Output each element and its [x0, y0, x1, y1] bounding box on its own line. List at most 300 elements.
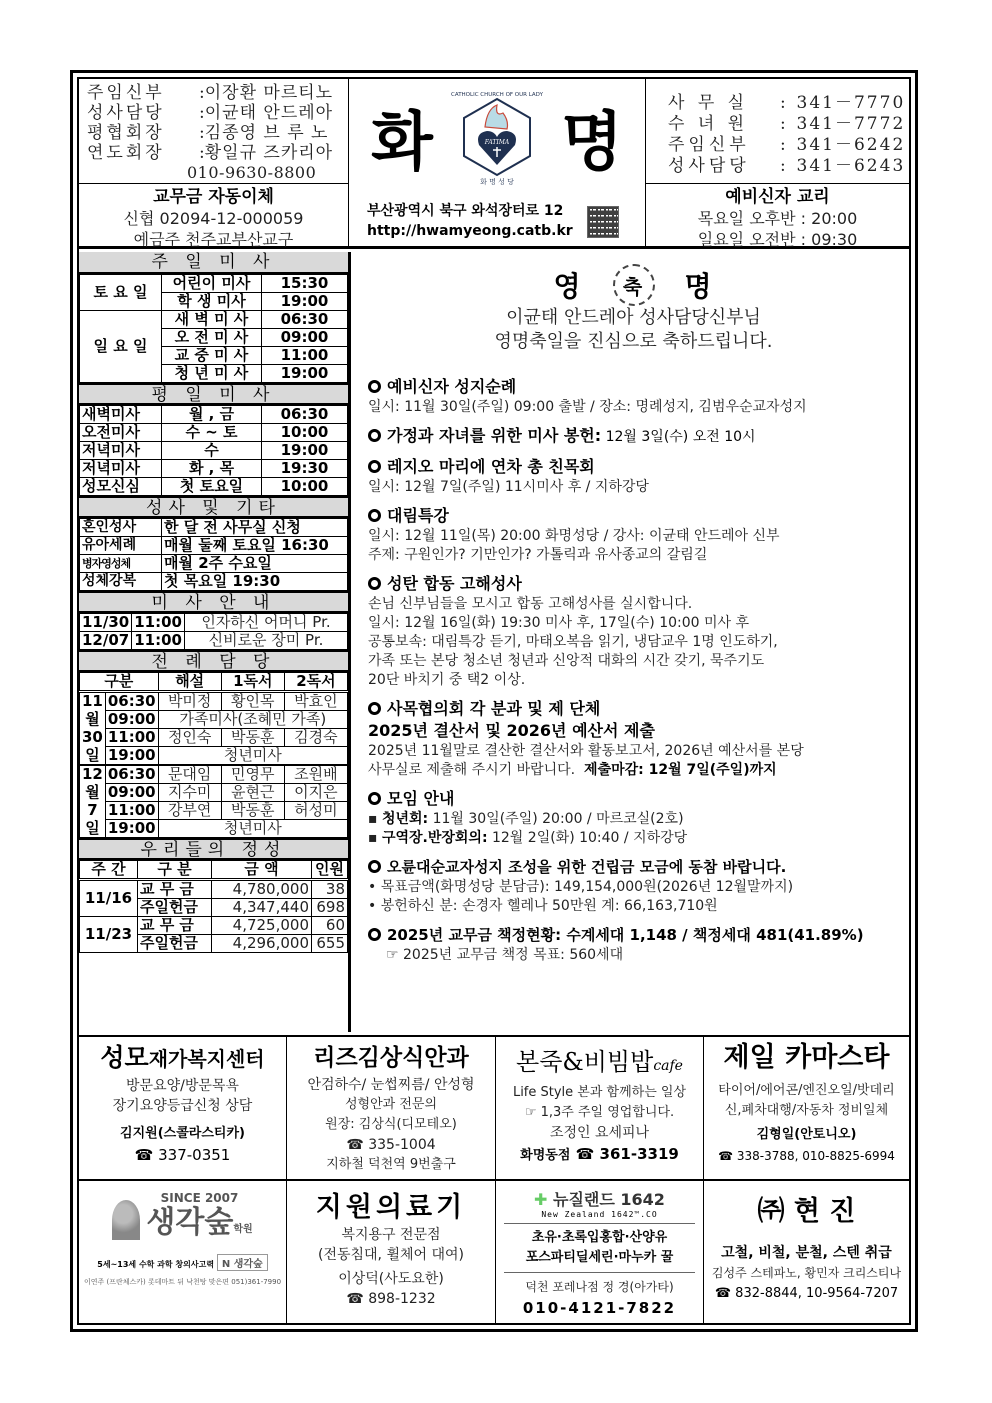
table-row — [80, 917, 348, 935]
ad-car-master — [704, 1037, 909, 1181]
colon: : — [199, 103, 205, 123]
reader-1: 윤현근 — [221, 784, 284, 802]
mass-name: 학 생 미사 — [162, 293, 262, 311]
notice-text: 20단 바치기 중 택2 이상. — [368, 672, 526, 688]
col-header: 인원 — [312, 861, 348, 880]
title-left: 화 — [371, 106, 433, 180]
liturgy-heading: 전 례 담 당 — [79, 650, 348, 672]
sunday-mass-table — [79, 274, 348, 383]
offering-type: 교 무 금 — [138, 880, 212, 899]
table-row — [80, 880, 348, 899]
offering-amount: 4,347,440 — [212, 899, 312, 917]
ad-name: 본죽&비빔밥 — [516, 1048, 654, 1076]
ad-product: 포스파티딜세린·마누카 꿀 — [525, 1250, 674, 1265]
ads-grid — [79, 1035, 909, 1323]
mass-days: 첫 토요일 — [162, 478, 262, 496]
meeting-label: 청년회: — [381, 811, 429, 827]
notice-text: 가족 또는 본당 청소년 청년과 신앙적 대화의 시간 갖기, 묵주기도 — [368, 653, 765, 669]
sacrament-name: 병자영성체 — [80, 555, 162, 573]
ad-footer: 이연주 (프란체스카) 롯데마트 뒤 낙천탕 맞은편 051)361-7990 — [83, 1278, 282, 1286]
bulletin-frame — [70, 70, 918, 1332]
colon: : — [780, 114, 797, 134]
staff-row — [87, 143, 348, 163]
bullseye-icon — [368, 429, 381, 442]
col-header: 주 간 — [80, 861, 138, 880]
deadline-text: 제출마감: 12월 7일(주일)까지 — [584, 762, 777, 778]
cross-icon: ✚ — [534, 1190, 548, 1209]
phone-row — [668, 93, 909, 114]
feast-char: 명 — [684, 270, 714, 303]
notice-title: 대림특강 — [387, 506, 449, 525]
mass-days: 월 , 금 — [162, 406, 262, 424]
mass-type: 새벽미사 — [80, 406, 162, 424]
ad-tagline: 5세~13세 수학 과학 창의사고력 — [97, 1260, 215, 1269]
slot-time: 09:00 — [105, 784, 158, 802]
staff-name: 김종영 브 루 노 — [204, 123, 329, 143]
ad-name: 제일 카마스타 — [723, 1042, 890, 1073]
notice-pointer: ☞ 2025년 교무금 책정 목표: 560세대 — [386, 947, 624, 963]
mass-days: 화 , 목 — [162, 460, 262, 478]
staff-name: 황일규 즈카리아 — [204, 143, 334, 163]
staff-role: 주임신부 — [87, 83, 165, 103]
qr-code-icon[interactable] — [587, 206, 619, 238]
table-row — [80, 406, 348, 424]
mass-name: 오 전 미 사 — [162, 329, 262, 347]
mass-time: 15:30 — [262, 275, 348, 293]
date-part: 12 — [80, 765, 106, 784]
mass-name: 새 벽 미 사 — [162, 311, 262, 329]
offering-amount: 4,725,000 — [212, 917, 312, 935]
mass-time: 19:00 — [262, 365, 348, 383]
sacraments-heading: 성사 및 기타 — [79, 496, 348, 518]
ad-line: ☞ 1,3주 주일 영업합니다. — [524, 1105, 675, 1120]
guide-date: 11/30 — [80, 614, 132, 632]
commentator: 강부연 — [158, 802, 221, 820]
colon: : — [780, 156, 797, 176]
ad-phone: ☎ 338-3788, 010-8825-6994 — [718, 1149, 895, 1163]
col-header: 구분 — [80, 673, 159, 692]
meeting-text: 11월 30일(주일) 20:00 / 마르코실(2호) — [428, 811, 684, 827]
svg-text:화 명 성 당: 화 명 성 당 — [480, 178, 514, 186]
church-logo-icon — [447, 87, 547, 187]
offering-type: 교 무 금 — [138, 917, 212, 935]
ad-phone: ☎ 337-0351 — [134, 1146, 231, 1164]
notice-title: 모임 안내 — [387, 789, 455, 808]
mass-time: 10:00 — [262, 424, 348, 442]
table-row — [80, 424, 348, 442]
mass-time: 11:00 — [262, 347, 348, 365]
search-box: N 생각숲 — [217, 1254, 268, 1271]
mass-type: 성모신심 — [80, 478, 162, 496]
feast-char: 영 — [553, 270, 583, 303]
title-right: 명 — [561, 106, 623, 180]
notice-text: 12월 3일(수) 오전 10시 — [601, 429, 756, 445]
offerings-table — [79, 860, 348, 953]
phone-number: 341－6242 — [796, 135, 906, 155]
notice-text: 2025년 11월말로 결산한 결산서와 활동보고서, 2026년 예산서를 본당 — [368, 743, 804, 759]
mass-time: 06:30 — [262, 311, 348, 329]
ad-new-zealand — [496, 1181, 704, 1323]
notice-advent-lecture — [368, 505, 899, 565]
ad-contact: 이상덕(사도요한) — [338, 1271, 444, 1287]
laurel-wreath-icon — [613, 264, 655, 306]
table-row — [80, 478, 348, 496]
commentator: 정인숙 — [158, 729, 221, 747]
ad-phone: ☎ 898-1232 — [346, 1291, 436, 1307]
ad-academy — [79, 1181, 287, 1323]
bullseye-icon — [368, 380, 381, 393]
weekday-mass-heading: 평 일 미 사 — [79, 383, 348, 405]
mass-time: 19:30 — [262, 460, 348, 478]
reader-2: 조원배 — [284, 765, 347, 784]
guide-praesidium: 인자하신 어머니 Pr. — [184, 614, 347, 632]
day-label: 토 요 일 — [80, 275, 162, 311]
col-header: 해설 — [158, 673, 221, 692]
ad-name: 성모 — [100, 1043, 149, 1072]
ad-line: 성형안과 전문의 — [344, 1097, 438, 1112]
date-part: 월 — [80, 784, 106, 802]
table-row — [80, 537, 348, 555]
staff-role: 연도회장 — [87, 143, 165, 163]
notice-meetings — [368, 788, 899, 848]
guide-praesidium: 신비로운 장미 Pr. — [184, 632, 347, 650]
mass-guide-heading: 미 사 안 내 — [79, 591, 348, 613]
mass-name: 청 년 미 사 — [162, 365, 262, 383]
staff-role: 평협회장 — [87, 123, 165, 143]
offering-count: 698 — [312, 899, 348, 917]
notice-text: 주제: 구원인가? 기만인가? 가톨릭과 유사종교의 갈림길 — [368, 547, 708, 563]
table-header-row — [80, 861, 348, 880]
offering-count: 38 — [312, 880, 348, 899]
notice-budget — [368, 698, 899, 780]
phone-label: 수 녀 원 — [668, 114, 749, 134]
merged-assignment: 청년미사 — [158, 820, 347, 838]
ad-line: 신,폐차대행/자동차 정비일체 — [724, 1103, 889, 1118]
date-part: 월 — [80, 711, 106, 729]
offering-amount: 4,296,000 — [212, 935, 312, 953]
table-row — [80, 573, 348, 591]
ad-care-center — [79, 1037, 287, 1181]
slot-time: 06:30 — [105, 765, 158, 784]
notice-text: 일시: 11월 30일(주일) 09:00 출발 / 장소: 명례성지, 김범우순교자성지 — [368, 399, 807, 415]
notice-bullet: • 봉헌하신 분: 손경자 헬레나 50만원 계: 66,163,710원 — [368, 897, 899, 916]
staff-panel — [79, 79, 349, 249]
title-row — [349, 87, 645, 187]
mass-time: 06:30 — [262, 406, 348, 424]
liturgy-table — [79, 672, 348, 838]
notice-title: 가정과 자녀를 위한 미사 봉헌: — [387, 426, 602, 445]
weekday-mass-table — [79, 405, 348, 496]
svg-text:CATHOLIC CHURCH OF OUR LADY: CATHOLIC CHURCH OF OUR LADY — [451, 92, 543, 98]
mass-name: 어린이 미사 — [162, 275, 262, 293]
ad-name: 생각숲 — [146, 1205, 234, 1240]
contact-panel — [645, 79, 909, 249]
table-row — [80, 802, 348, 820]
reader-1: 박동훈 — [221, 729, 284, 747]
meeting-label: 구역장.반장회의: — [381, 830, 488, 846]
date-part: 일 — [80, 747, 106, 766]
phone-row — [668, 135, 909, 156]
merged-assignment: 청년미사 — [158, 747, 347, 766]
commentator: 지수미 — [158, 784, 221, 802]
offering-type: 주일헌금 — [138, 899, 212, 917]
ad-line: 고철, 비철, 분철, 스텐 취급 — [721, 1245, 892, 1261]
slot-time: 09:00 — [105, 711, 158, 729]
table-row — [80, 519, 348, 537]
autopay-account: 신협 02094-12-000059 — [123, 209, 304, 228]
catechumen-line: 일요일 오전반 : 09:30 — [697, 230, 858, 249]
col-header: 1독서 — [221, 673, 284, 692]
notice-text: 일시: 12월 11일(목) 20:00 화명성당 / 강사: 이균태 안드레아 신부 — [368, 528, 780, 544]
ad-contact: 덕천 포레나점 정 경(아가타) — [525, 1280, 674, 1294]
autopay-holder: 예금주 천주교부산교구 — [133, 230, 294, 249]
notice-family-mass — [368, 425, 899, 448]
reader-2: 이지은 — [284, 784, 347, 802]
ad-phone: ☎ 832-8844, 10-9564-7207 — [714, 1286, 899, 1301]
offering-count: 60 — [312, 917, 348, 935]
ad-line: 장기요양등급신청 상담 — [112, 1098, 253, 1114]
masthead — [79, 79, 909, 249]
reader-1: 민영무 — [221, 765, 284, 784]
notice-bullet: • 목표금액(화명성당 분담금): 149,154,000원(2026년 12월말까지) — [368, 878, 899, 897]
church-address: 부산광역시 북구 와석장터로 12 — [367, 203, 564, 219]
colon: : — [199, 123, 205, 143]
sacraments-table — [79, 518, 348, 591]
offering-count: 655 — [312, 935, 348, 953]
bullseye-icon — [368, 928, 381, 941]
bullseye-icon — [368, 860, 381, 873]
reader-1: 박동훈 — [221, 802, 284, 820]
slot-time: 11:00 — [105, 802, 158, 820]
notice-title: 2025년 교무금 책정현황: 수계세대 1,148 / 책정세대 481(41.89%) — [387, 926, 864, 944]
mass-time: 19:00 — [262, 442, 348, 460]
notice-pilgrimage — [368, 376, 899, 417]
col-header: 구 분 — [138, 861, 212, 880]
mass-time: 10:00 — [262, 478, 348, 496]
notice-text: 손님 신부님들을 모시고 합동 고해성사를 실시합니다. — [368, 596, 693, 612]
mass-type: 오전미사 — [80, 424, 162, 442]
ad-contact: 김지원(스콜라스티카) — [120, 1126, 245, 1141]
ad-name-rest: 재가복지센터 — [148, 1047, 265, 1071]
sacrament-info: 첫 목요일 19:30 — [162, 573, 348, 591]
table-row — [80, 555, 348, 573]
ad-name: 리즈김상식안과 — [313, 1045, 469, 1071]
mass-time: 19:00 — [262, 293, 348, 311]
phone-number: 341－7770 — [796, 93, 906, 113]
week-label: 11/16 — [80, 880, 138, 917]
feast-message: 이균태 안드레아 성사담당신부님 — [506, 307, 761, 328]
title-panel — [349, 79, 645, 246]
table-row — [80, 614, 348, 632]
staff-role: 성사담당 — [87, 103, 165, 123]
col-header: 금 액 — [212, 861, 312, 880]
table-row — [80, 442, 348, 460]
merged-assignment: 가족미사(조혜민 가족) — [158, 711, 347, 729]
mass-days: 수 ~ 토 — [162, 424, 262, 442]
reader-2: 김경숙 — [284, 729, 347, 747]
phone-label: 주임신부 — [668, 135, 750, 155]
commentator: 박미정 — [158, 692, 221, 711]
ad-line: (전동침대, 휠체어 대여) — [318, 1247, 464, 1263]
slot-time: 11:00 — [105, 729, 158, 747]
catechumen-title: 예비신자 교리 — [725, 187, 830, 207]
colon: : — [780, 135, 797, 155]
notice-text: 일시: 12월 7일(주일) 11시미사 후 / 지하강당 — [368, 479, 649, 495]
sacrament-name: 성체강복 — [80, 573, 162, 591]
reader-1: 황인목 — [221, 692, 284, 711]
commentator: 문대임 — [158, 765, 221, 784]
mass-guide-table — [79, 613, 348, 650]
guide-time: 11:00 — [132, 614, 185, 632]
notices-column — [354, 252, 909, 1032]
offering-amount: 4,780,000 — [212, 880, 312, 899]
offerings-heading: 우리들의 정성 — [79, 838, 348, 860]
ad-product: 초유·초록입홍합·산양유 — [531, 1230, 668, 1245]
guide-time: 11:00 — [132, 632, 185, 650]
ad-line: Life Style 본과 함께하는 일상 — [512, 1085, 687, 1100]
col-header: 2독서 — [284, 673, 347, 692]
colon: : — [199, 83, 205, 103]
staff-name: 이장환 마르티노 — [204, 83, 334, 103]
table-row — [80, 460, 348, 478]
bullseye-icon — [368, 460, 381, 473]
notice-title: 레지오 마리에 연차 총 친목회 — [387, 457, 595, 476]
mass-time: 09:00 — [262, 329, 348, 347]
colon: : — [199, 143, 205, 163]
notice-title: 예비신자 성지순례 — [387, 377, 517, 396]
bullseye-icon — [368, 509, 381, 522]
svg-text:FATIMA: FATIMA — [484, 139, 510, 146]
ad-line: 원장: 김상식(디모테오) — [325, 1117, 457, 1132]
bulletin-page — [77, 77, 911, 1325]
mass-name: 교 중 미 사 — [162, 347, 262, 365]
bullseye-icon — [368, 792, 381, 805]
table-row — [80, 820, 348, 838]
sacrament-info: 한 달 전 사무실 신청 — [162, 519, 348, 537]
ad-line: 안검하수/ 눈썹찌름/ 안성형 — [307, 1077, 475, 1093]
slot-time: 19:00 — [105, 747, 158, 766]
date-part: 11 — [80, 692, 106, 711]
ad-name: ㈜ 현 진 — [757, 1196, 856, 1227]
phone-label: 성사담당 — [668, 156, 750, 176]
ad-line: 타이어/에어콘/엔진오일/밧데리 — [718, 1083, 895, 1098]
notice-legio — [368, 456, 899, 497]
reader-2: 박효인 — [284, 692, 347, 711]
offering-type: 주일헌금 — [138, 935, 212, 953]
notice-text: 공통보속: 대림특강 듣기, 마태오복음 읽기, 냉담교우 1명 인도하기, — [368, 634, 778, 650]
date-part: 일 — [80, 820, 106, 838]
ad-phone: 010-4121-7822 — [522, 1299, 677, 1317]
ad-line: 방문요양/방문목욕 — [126, 1078, 239, 1094]
ad-medical-supply — [287, 1181, 496, 1323]
ad-line: 지하철 덕천역 9번출구 — [326, 1157, 456, 1172]
ad-hyunjin — [704, 1181, 909, 1323]
day-label: 일 요 일 — [80, 311, 162, 383]
notice-title: 사목협의회 각 분과 및 제 단체 — [387, 699, 601, 718]
church-url[interactable]: http://hwamyeong.catb.kr — [367, 223, 573, 239]
notice-subtitle: 2025년 결산서 및 2026년 예산서 제출 — [368, 721, 655, 740]
ad-branch: 화명동점 — [520, 1148, 571, 1163]
staff-row — [87, 103, 348, 123]
ad-phone: ☎ 361-3319 — [575, 1145, 679, 1163]
notice-text: 일시: 12월 16일(화) 19:30 미사 후, 17일(수) 10:00 미사 후 — [368, 615, 750, 631]
sacrament-info: 매월 2주 수요일 — [162, 555, 348, 573]
ad-eye-clinic — [287, 1037, 496, 1181]
divider — [504, 1272, 695, 1273]
notice-text: 사무실로 제출해 주시기 바랍니다. — [368, 762, 576, 778]
ad-name-suffix: 학원 — [233, 1224, 253, 1235]
staff-list — [79, 79, 348, 184]
sunday-mass-heading: 주 일 미 사 — [79, 252, 348, 274]
slot-time: 19:00 — [105, 820, 158, 838]
staff-name: 이균태 안드레아 — [204, 103, 334, 123]
sacrament-info: 매월 둘째 토요일 16:30 — [162, 537, 348, 555]
table-row — [80, 311, 348, 329]
phone-row — [668, 114, 909, 135]
sacrament-name: 유아세례 — [80, 537, 162, 555]
feast-message: 영명축일을 진심으로 축하드립니다. — [494, 331, 773, 352]
phone-row — [668, 156, 909, 177]
ad-name: 뉴질랜드 1642 — [553, 1190, 665, 1209]
phone-label: 사 무 실 — [668, 93, 749, 113]
table-row — [80, 747, 348, 766]
tree-icon — [112, 1200, 140, 1240]
table-row — [80, 711, 348, 729]
ad-line: 김성주 스테파노, 황민자 크리스티나 — [711, 1266, 902, 1280]
mass-days: 수 — [162, 442, 262, 460]
mass-type: 저녁미사 — [80, 442, 162, 460]
date-part: 30 — [80, 729, 106, 747]
colon: : — [780, 93, 797, 113]
phone-number: 341－6243 — [796, 156, 906, 176]
table-row — [80, 729, 348, 747]
staff-row — [87, 123, 348, 143]
schedule-column — [79, 252, 351, 1032]
ad-name: 지원의료기 — [315, 1192, 467, 1223]
ad-porridge-cafe — [496, 1037, 704, 1181]
phone-number: 341－7772 — [796, 114, 906, 134]
feast-title — [368, 264, 899, 306]
ad-phone: ☎ 335-1004 — [346, 1137, 436, 1153]
slot-time: 06:30 — [105, 692, 158, 711]
staff-phone: 010-9630-8800 — [187, 163, 317, 182]
ad-sub: New Zealand 1642™.CO — [541, 1210, 658, 1219]
notice-title: 성탄 합동 고해성사 — [387, 574, 522, 593]
meeting-text: 12월 2일(화) 10:40 / 지하강당 — [487, 830, 688, 846]
bullseye-icon — [368, 702, 381, 715]
table-row — [80, 692, 348, 711]
ad-since: SINCE 2007 — [160, 1191, 239, 1205]
notice-tithe-status — [368, 924, 899, 965]
divider — [504, 1223, 695, 1224]
mass-type: 저녁미사 — [80, 460, 162, 478]
table-row — [80, 765, 348, 784]
catechumen-line: 목요일 오후반 : 20:00 — [697, 209, 858, 228]
bullseye-icon — [368, 577, 381, 590]
notice-shrine-fund — [368, 856, 899, 916]
notice-title: 오륜대순교자성지 조성을 위한 건립금 모금에 동참 바랍니다. — [387, 858, 787, 876]
ad-line: 조정인 요세피나 — [549, 1125, 650, 1141]
reader-2: 허성미 — [284, 802, 347, 820]
date-part: 7 — [80, 802, 106, 820]
address-block — [367, 201, 573, 241]
feast-char: 축 — [622, 274, 645, 299]
ad-line: 복지용구 전문점 — [341, 1227, 441, 1243]
table-header-row — [80, 673, 348, 692]
week-label: 11/23 — [80, 917, 138, 953]
table-row — [80, 632, 348, 650]
ad-name-suffix: cafe — [653, 1058, 683, 1074]
